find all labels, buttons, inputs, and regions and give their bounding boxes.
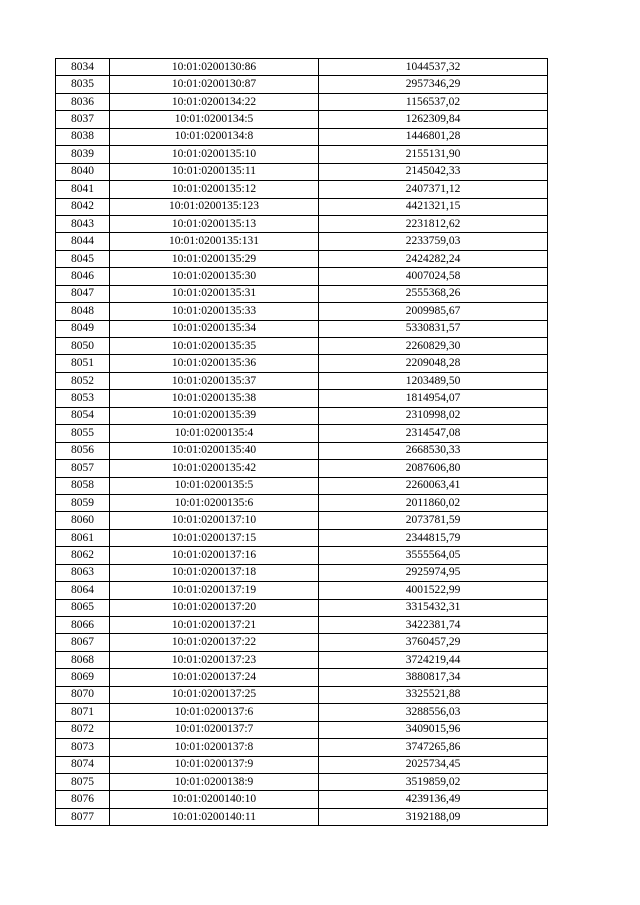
cadastral-number-cell: 10:01:0200137:21 [110,617,319,634]
cadastral-value-cell: 2957346,29 [319,76,548,93]
cadastral-number-cell: 10:01:0200135:34 [110,320,319,337]
row-number-cell: 8065 [56,599,110,616]
table-row [56,76,548,93]
cadastral-value-cell: 2260063,41 [319,477,548,494]
row-number-cell: 8048 [56,303,110,320]
row-number-cell: 8042 [56,198,110,215]
row-number-cell: 8059 [56,494,110,511]
cadastral-number-cell: 10:01:0200137:20 [110,599,319,616]
table-row [56,529,548,546]
cadastral-value-cell: 2209048,28 [319,355,548,372]
cadastral-value-cell: 1203489,50 [319,372,548,389]
cadastral-value-cell: 3192188,09 [319,808,548,825]
cadastral-number-cell: 10:01:0200137:15 [110,529,319,546]
table-row [56,547,548,564]
cadastral-value-cell: 2344815,79 [319,529,548,546]
cadastral-value-cell: 3422381,74 [319,617,548,634]
cadastral-number-cell: 10:01:0200135:31 [110,285,319,302]
cadastral-value-cell: 2555368,26 [319,285,548,302]
row-number-cell: 8045 [56,250,110,267]
cadastral-number-cell: 10:01:0200135:131 [110,233,319,250]
table-row [56,181,548,198]
cadastral-value-cell: 2009985,67 [319,303,548,320]
table-row [56,250,548,267]
cadastral-number-cell: 10:01:0200137:25 [110,686,319,703]
table-row [56,477,548,494]
cadastral-number-cell: 10:01:0200135:37 [110,372,319,389]
cadastral-value-cell: 2310998,02 [319,407,548,424]
table-row [56,721,548,738]
cadastral-value-cell: 3409015,96 [319,721,548,738]
cadastral-value-cell: 2145042,33 [319,163,548,180]
row-number-cell: 8061 [56,529,110,546]
cadastral-number-cell: 10:01:0200137:6 [110,704,319,721]
row-number-cell: 8050 [56,338,110,355]
row-number-cell: 8071 [56,704,110,721]
cadastral-value-cell: 2233759,03 [319,233,548,250]
row-number-cell: 8040 [56,163,110,180]
row-number-cell: 8058 [56,477,110,494]
table-row [56,407,548,424]
cadastral-value-cell: 3325521,88 [319,686,548,703]
row-number-cell: 8037 [56,111,110,128]
cadastral-number-cell: 10:01:0200135:33 [110,303,319,320]
cadastral-number-cell: 10:01:0200130:87 [110,76,319,93]
cadastral-number-cell: 10:01:0200137:8 [110,739,319,756]
table-row [56,338,548,355]
row-number-cell: 8039 [56,146,110,163]
table-row [56,198,548,215]
row-number-cell: 8035 [56,76,110,93]
row-number-cell: 8056 [56,442,110,459]
row-number-cell: 8066 [56,617,110,634]
table-row [56,285,548,302]
cadastral-value-cell: 2314547,08 [319,425,548,442]
table-row [56,59,548,76]
table-row [56,442,548,459]
row-number-cell: 8072 [56,721,110,738]
cadastral-number-cell: 10:01:0200137:24 [110,669,319,686]
table-row [56,773,548,790]
row-number-cell: 8053 [56,390,110,407]
table-row [56,686,548,703]
row-number-cell: 8064 [56,582,110,599]
cadastral-number-cell: 10:01:0200135:29 [110,250,319,267]
row-number-cell: 8049 [56,320,110,337]
cadastral-number-cell: 10:01:0200140:10 [110,791,319,808]
table-row [56,599,548,616]
cadastral-value-cell: 2668530,33 [319,442,548,459]
row-number-cell: 8062 [56,547,110,564]
row-number-cell: 8055 [56,425,110,442]
cadastral-value-cell: 3760457,29 [319,634,548,651]
cadastral-value-cell: 2025734,45 [319,756,548,773]
table-row [56,791,548,808]
row-number-cell: 8069 [56,669,110,686]
row-number-cell: 8076 [56,791,110,808]
table-body [56,59,548,826]
cadastral-number-cell: 10:01:0200137:19 [110,582,319,599]
table-row [56,617,548,634]
cadastral-number-cell: 10:01:0200135:35 [110,338,319,355]
row-number-cell: 8070 [56,686,110,703]
row-number-cell: 8047 [56,285,110,302]
row-number-cell: 8067 [56,634,110,651]
cadastral-value-cell: 3724219,44 [319,651,548,668]
cadastral-number-cell: 10:01:0200135:11 [110,163,319,180]
cadastral-value-cell: 4421321,15 [319,198,548,215]
cadastral-value-cell: 1044537,32 [319,59,548,76]
cadastral-number-cell: 10:01:0200135:36 [110,355,319,372]
table-row [56,93,548,110]
table-row [56,669,548,686]
row-number-cell: 8073 [56,739,110,756]
row-number-cell: 8054 [56,407,110,424]
cadastral-number-cell: 10:01:0200140:11 [110,808,319,825]
table-row [56,634,548,651]
table-row [56,390,548,407]
row-number-cell: 8074 [56,756,110,773]
cadastral-number-cell: 10:01:0200135:123 [110,198,319,215]
table-row [56,215,548,232]
table-row [56,651,548,668]
table-row [56,425,548,442]
cadastral-value-cell: 2087606,80 [319,460,548,477]
cadastral-number-cell: 10:01:0200135:40 [110,442,319,459]
table-row [56,494,548,511]
cadastral-number-cell: 10:01:0200135:6 [110,494,319,511]
cadastral-value-cell: 2231812,62 [319,215,548,232]
cadastral-value-cell: 3288556,03 [319,704,548,721]
cadastral-value-cell: 3747265,86 [319,739,548,756]
cadastral-value-cell: 1262309,84 [319,111,548,128]
cadastral-number-cell: 10:01:0200135:39 [110,407,319,424]
cadastral-value-cell: 2424282,24 [319,250,548,267]
cadastral-number-cell: 10:01:0200135:42 [110,460,319,477]
cadastral-value-cell: 1814954,07 [319,390,548,407]
cadastral-number-cell: 10:01:0200135:4 [110,425,319,442]
table-row [56,268,548,285]
cadastral-value-cell: 2925974,95 [319,564,548,581]
cadastral-number-cell: 10:01:0200137:10 [110,512,319,529]
cadastral-value-cell: 2011860,02 [319,494,548,511]
row-number-cell: 8046 [56,268,110,285]
cadastral-value-table [55,58,548,826]
row-number-cell: 8052 [56,372,110,389]
row-number-cell: 8068 [56,651,110,668]
table-row [56,355,548,372]
cadastral-value-cell: 3555564,05 [319,547,548,564]
table-row [56,372,548,389]
cadastral-value-cell: 5330831,57 [319,320,548,337]
cadastral-number-cell: 10:01:0200135:38 [110,390,319,407]
cadastral-number-cell: 10:01:0200138:9 [110,773,319,790]
cadastral-value-cell: 3315432,31 [319,599,548,616]
row-number-cell: 8036 [56,93,110,110]
cadastral-number-cell: 10:01:0200137:22 [110,634,319,651]
cadastral-number-cell: 10:01:0200135:30 [110,268,319,285]
table-row [56,704,548,721]
cadastral-number-cell: 10:01:0200134:8 [110,128,319,145]
table-row [56,808,548,825]
table-row [56,111,548,128]
table-row [56,564,548,581]
row-number-cell: 8051 [56,355,110,372]
cadastral-number-cell: 10:01:0200137:7 [110,721,319,738]
cadastral-number-cell: 10:01:0200130:86 [110,59,319,76]
row-number-cell: 8043 [56,215,110,232]
cadastral-number-cell: 10:01:0200137:9 [110,756,319,773]
row-number-cell: 8041 [56,181,110,198]
cadastral-number-cell: 10:01:0200134:5 [110,111,319,128]
cadastral-number-cell: 10:01:0200137:16 [110,547,319,564]
cadastral-number-cell: 10:01:0200135:13 [110,215,319,232]
table-row [56,128,548,145]
cadastral-value-cell: 4239136,49 [319,791,548,808]
table-row [56,460,548,477]
table-row [56,582,548,599]
table-row [56,303,548,320]
cadastral-value-cell: 2407371,12 [319,181,548,198]
row-number-cell: 8060 [56,512,110,529]
cadastral-value-cell: 1446801,28 [319,128,548,145]
cadastral-value-cell: 4007024,58 [319,268,548,285]
table-row [56,163,548,180]
cadastral-value-cell: 3880817,34 [319,669,548,686]
cadastral-number-cell: 10:01:0200135:12 [110,181,319,198]
cadastral-value-cell: 4001522,99 [319,582,548,599]
row-number-cell: 8075 [56,773,110,790]
table-row [56,756,548,773]
cadastral-number-cell: 10:01:0200135:5 [110,477,319,494]
cadastral-number-cell: 10:01:0200135:10 [110,146,319,163]
cadastral-value-cell: 2155131,90 [319,146,548,163]
row-number-cell: 8077 [56,808,110,825]
row-number-cell: 8057 [56,460,110,477]
cadastral-value-cell: 2260829,30 [319,338,548,355]
row-number-cell: 8063 [56,564,110,581]
cadastral-value-cell: 2073781,59 [319,512,548,529]
table-row [56,233,548,250]
row-number-cell: 8038 [56,128,110,145]
cadastral-number-cell: 10:01:0200137:18 [110,564,319,581]
row-number-cell: 8034 [56,59,110,76]
table-row [56,739,548,756]
cadastral-value-cell: 1156537,02 [319,93,548,110]
table-row [56,146,548,163]
row-number-cell: 8044 [56,233,110,250]
cadastral-value-cell: 3519859,02 [319,773,548,790]
cadastral-number-cell: 10:01:0200137:23 [110,651,319,668]
cadastral-number-cell: 10:01:0200134:22 [110,93,319,110]
table-row [56,320,548,337]
table-row [56,512,548,529]
